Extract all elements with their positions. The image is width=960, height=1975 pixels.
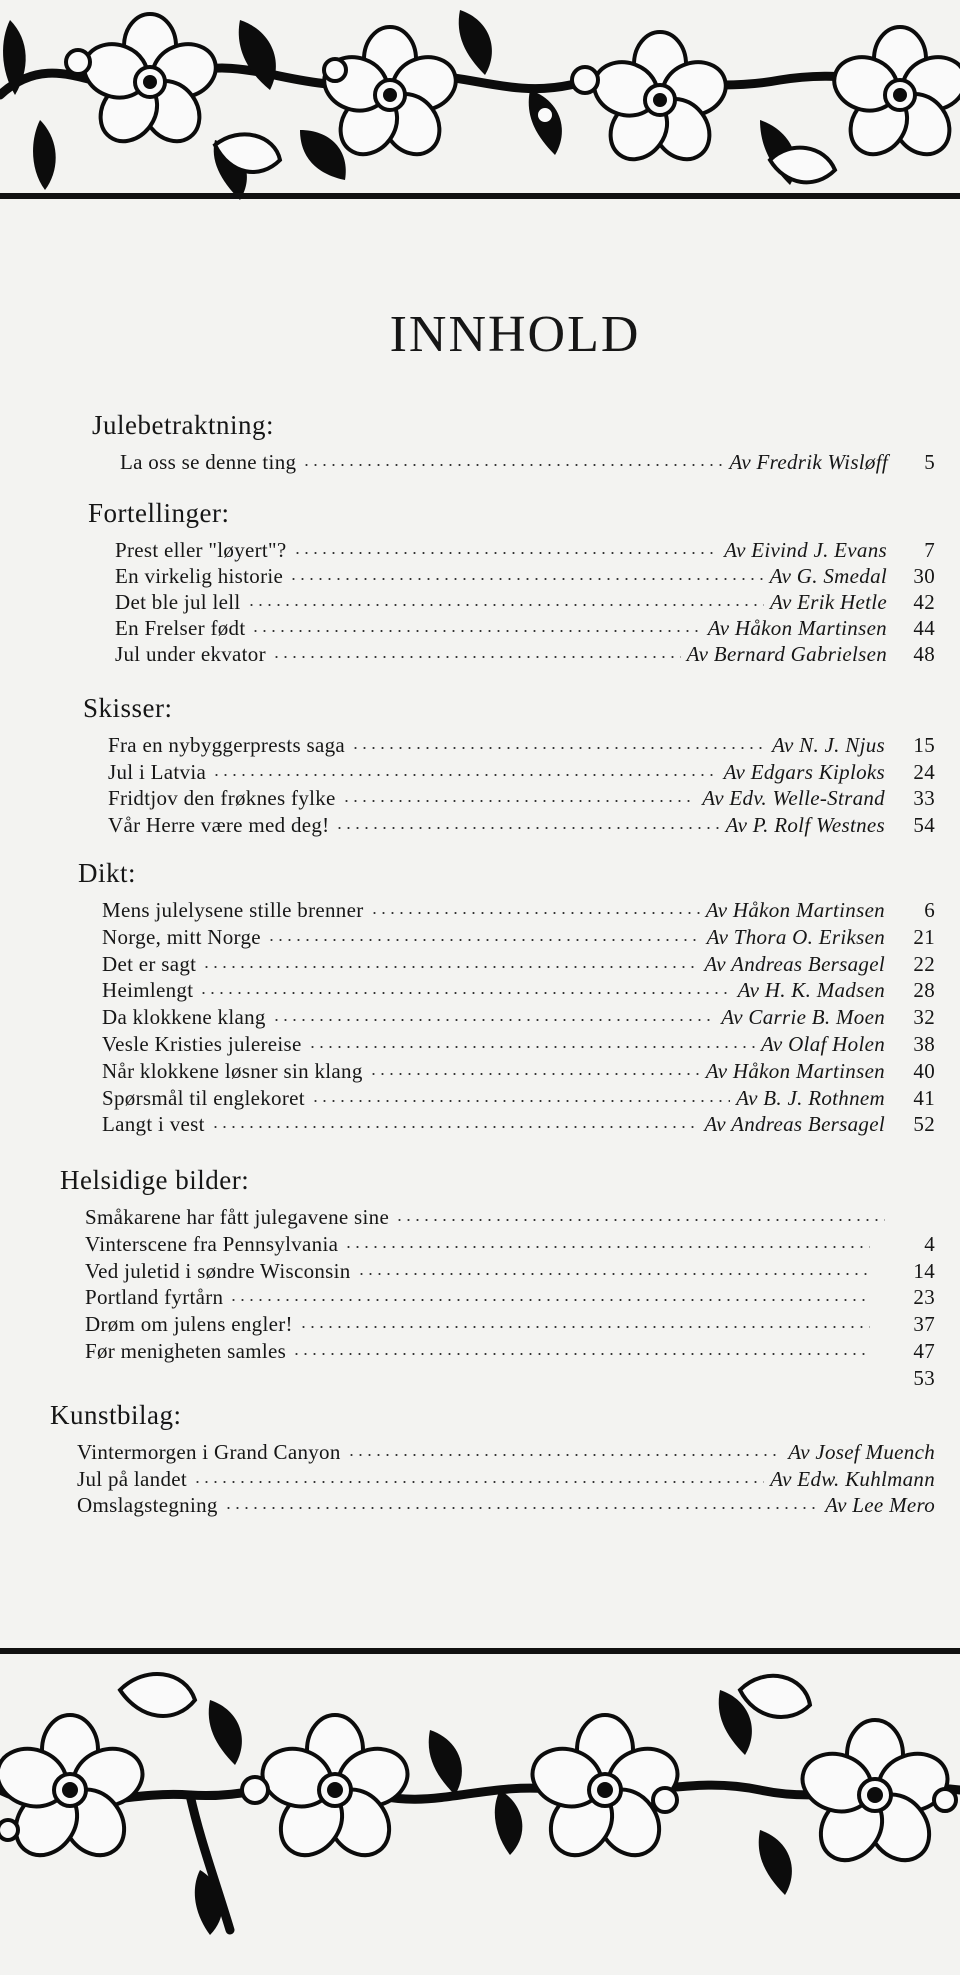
entry-title: Langt i vest [102,1112,205,1137]
entry-title: Fra en nybyggerprests saga [108,733,345,757]
entry-author: Av Josef Muench [788,1440,935,1464]
toc-entry [0,897,960,924]
flower-5 [0,1715,150,1867]
entry-title: Omslagstegning [77,1493,218,1518]
toc-section [0,498,960,667]
floral-border-bottom [0,1640,960,1975]
entry-page-number: 4 [924,1231,935,1256]
bud-group [0,1674,956,1840]
flower-6 [255,1715,415,1867]
entry-title: Vintermorgen i Grand Canyon [77,1440,341,1464]
toc-entry [0,563,960,589]
entry-author: Av Fredrik Wisløff [729,450,888,474]
entry-title: Mens julelysene stille brenner [102,898,364,922]
entry-page-number: 41 [913,1085,935,1110]
entry-author: Av Håkon Martinsen [707,616,887,640]
entry-page-number: 24 [913,759,935,784]
dot-leader [202,966,698,968]
toc-entry [0,1085,960,1112]
entry-page-number: 42 [913,590,935,614]
dot-leader [308,1046,755,1048]
toc-entry [0,1058,960,1085]
entry-page-number: 37 [913,1312,935,1337]
toc-entry [0,1231,960,1258]
entry-author: Av Håkon Martinsen [705,1058,885,1083]
entry-title: Spørsmål til englekoret [102,1085,305,1110]
section-heading: Skisser: [83,693,173,723]
dot-leader [272,1019,716,1021]
dot-leader [211,1126,699,1128]
toc-entry [0,812,960,839]
toc-entry [0,1258,960,1285]
entry-title: Det er sagt [102,951,197,976]
entry-title: Da klokkene klang [102,1005,266,1030]
entry-title: Jul på landet [77,1466,188,1491]
bottom-rule [0,1648,960,1654]
dot-leader [229,1299,870,1301]
dot-leader [289,578,764,580]
entry-page-number: 48 [913,642,935,666]
dot-leader [344,1246,870,1248]
entry-page-number: 44 [913,616,935,640]
dot-leader [224,1507,819,1509]
entry-page-number: 5 [924,450,935,474]
toc-entry [0,1439,960,1466]
section-heading: Dikt: [78,858,137,888]
entry-page-number: 28 [913,978,935,1003]
toc-entry [0,924,960,951]
entry-title: Norge, mitt Norge [102,924,261,949]
entry-page-number: 30 [913,564,935,588]
dot-leader [347,1454,783,1456]
entry-title: Vår Herre være med deg! [108,812,330,837]
entry-page-number: 32 [913,1005,935,1030]
toc-entry [0,1004,960,1031]
entry-title: Før menigheten samles [85,1338,287,1363]
dot-leader [267,939,701,941]
toc-entry [0,1284,960,1311]
entry-author: Av Thora O. Eriksen [706,924,885,949]
toc-entry [0,1338,960,1365]
entry-author: Av Erik Hetle [769,590,887,614]
dot-leader [311,1100,730,1102]
entry-author: Av Olaf Holen [760,1031,885,1056]
entry-title: Vinterscene fra Pennsylvania [85,1231,339,1256]
entry-author: Av Håkon Martinsen [705,898,885,922]
entry-author: Av Edgars Kiploks [723,759,885,784]
entry-author: Av Edv. Welle-Strand [702,786,885,810]
entry-title: En Frelser født [115,616,246,640]
entry-title: En virkelig historie [115,564,284,588]
toc-entry [0,537,960,563]
entry-author: Av Andreas Bersagel [704,1112,885,1137]
dot-leader [199,992,731,994]
toc-entry [0,1111,960,1138]
dot-leader [369,1073,700,1075]
section-heading: Helsidige bilder: [60,1165,250,1195]
dot-leader [272,656,681,658]
dot-leader [342,800,697,802]
dot-leader [357,1273,870,1275]
toc-section [0,1400,960,1519]
entry-page-number: 33 [913,786,935,810]
section-heading: Julebetraktning: [92,410,274,440]
toc-entry [0,759,960,786]
dot-leader [370,912,700,914]
flower-2 [317,27,462,165]
dot-leader [212,774,717,776]
toc-entry [0,1031,960,1058]
toc-entry [0,1466,960,1493]
entry-title: Prest eller "løyert"? [115,538,287,562]
entry-title: Drøm om julens engler! [85,1312,293,1337]
flower-1 [77,14,222,152]
entry-page-number: 6 [924,898,935,922]
dot-leader [351,747,766,749]
toc-section [0,1165,960,1392]
entry-author: Av P. Rolf Westnes [725,812,885,837]
toc-entry [0,785,960,812]
entry-page-number: 15 [913,733,935,757]
toc-section [0,410,960,475]
toc-entry [0,589,960,615]
entry-title: Ved juletid i søndre Wisconsin [85,1258,351,1283]
entry-page-number: 53 [913,1365,935,1390]
entry-title: Fridtjov den frøknes fylke [108,786,336,810]
entry-author: Av Andreas Bersagel [704,951,885,976]
entry-title: La oss se denne ting [120,450,297,474]
dot-leader [395,1219,885,1221]
dot-leader [293,552,719,554]
entry-title: Jul i Latvia [108,759,207,784]
entry-page-number: 21 [913,924,935,949]
dot-leader [251,630,701,632]
toc-entry [0,615,960,641]
toc-entry [0,732,960,759]
entry-author: Av N. J. Njus [772,733,885,757]
top-rule [0,193,960,199]
toc-entry [0,1311,960,1338]
entry-page-number: 23 [913,1285,935,1310]
dot-leader [193,1481,764,1483]
entry-title: Heimlengt [102,978,194,1003]
toc-entry [0,1204,960,1231]
toc-entry [0,641,960,667]
entry-author: Av H. K. Madsen [737,978,885,1003]
flower-3 [587,32,732,170]
entry-page-number: 38 [913,1031,935,1056]
toc-section [0,858,960,1138]
dot-leader [299,1326,870,1328]
entry-page-number: 7 [924,538,935,562]
toc-entry [0,1492,960,1519]
entry-page-number: 14 [913,1258,935,1283]
entry-author: Av Lee Mero [825,1493,935,1518]
toc-entry [0,1365,960,1392]
entry-page-number: 47 [913,1338,935,1363]
toc-entry [0,951,960,978]
entry-title: Småkarene har fått julegavene sine [85,1205,390,1229]
flower-4 [827,27,960,165]
dot-leader [292,1353,870,1355]
toc-entry [0,977,960,1004]
entry-title: Jul under ekvator [115,642,266,666]
section-heading: Kunstbilag: [50,1400,182,1430]
entry-author: Av B. J. Rothnem [736,1085,885,1110]
entry-page-number: 22 [913,951,935,976]
entry-author: Av Eivind J. Evans [724,538,887,562]
entry-page-number: 54 [913,812,935,837]
section-heading: Fortellinger: [88,498,230,528]
entry-title: Vesle Kristies julereise [102,1031,302,1056]
entry-page-number: 40 [913,1058,935,1083]
entry-title: Når klokkene løsner sin klang [102,1058,363,1083]
dot-leader [335,827,719,829]
entry-author: Av Bernard Gabrielsen [686,642,887,666]
entry-author: Av G. Smedal [769,564,887,588]
entry-author: Av Edw. Kuhlmann [770,1466,935,1491]
floral-border-top [0,0,960,210]
flower-8 [795,1720,955,1872]
entry-page-number: 52 [913,1112,935,1137]
dot-leader [302,464,723,466]
page-title: INNHOLD [389,306,641,363]
toc-section [0,693,960,838]
toc-entry [0,449,960,475]
entry-title: Portland fyrtårn [85,1285,224,1310]
entry-author: Av Carrie B. Moen [721,1005,885,1030]
dot-leader [247,604,764,606]
entry-title: Det ble jul lell [115,590,241,614]
